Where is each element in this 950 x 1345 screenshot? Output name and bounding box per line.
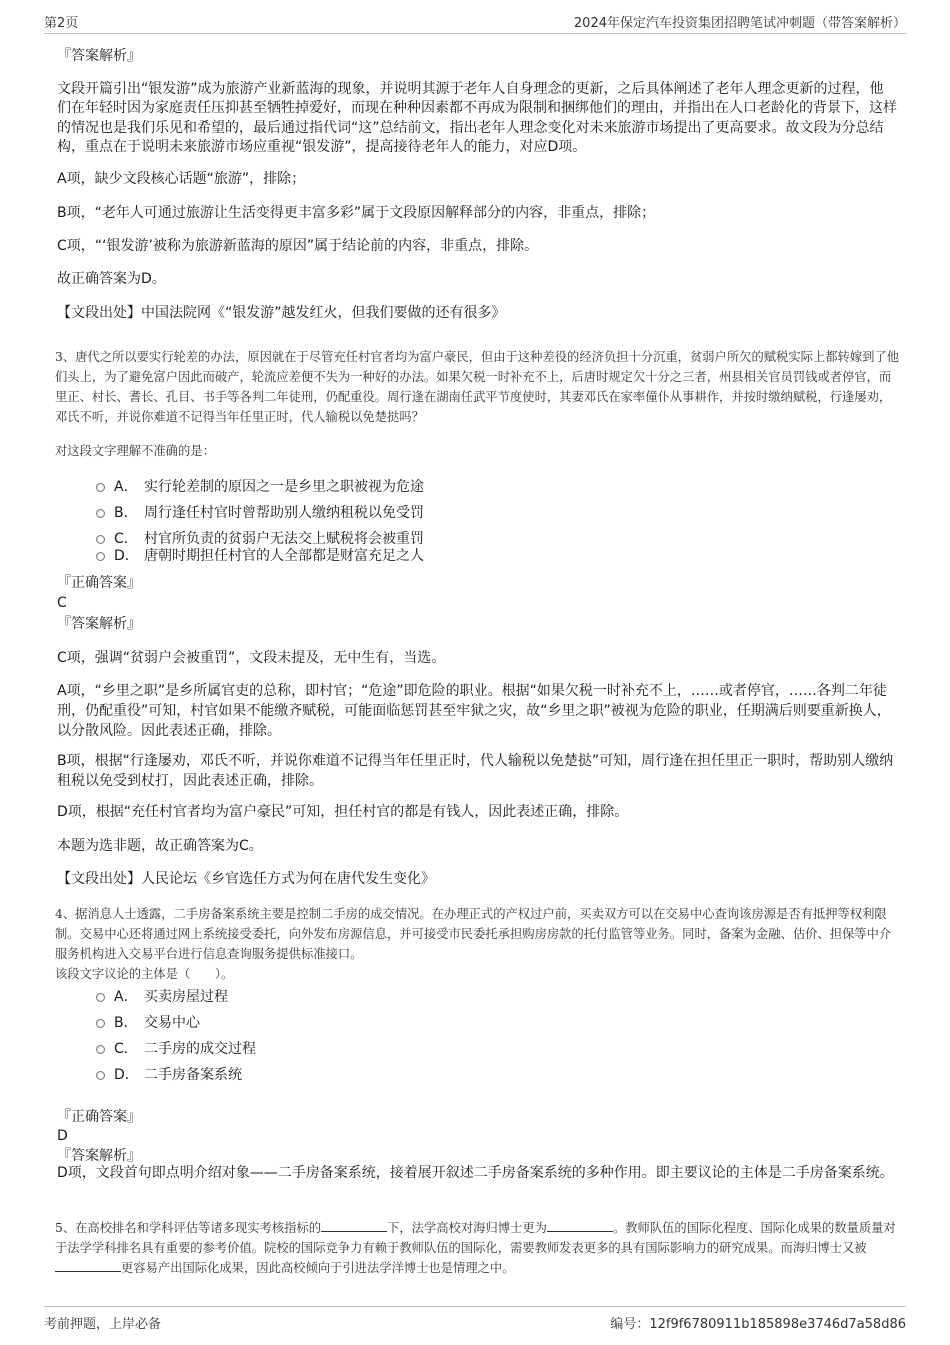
radio-icon[interactable]: [96, 552, 105, 561]
q3-option-d-analysis: D项，根据“充任村官者均为富户豪民”可知，担任村官的都是有钱人，因此表述正确，排除。: [57, 804, 629, 820]
option-text: 买卖房屋过程: [144, 989, 228, 1005]
option-text: 村官所负责的贫弱户无法交上赋税将会被重罚: [144, 531, 424, 547]
q5-part4: 更容易产出国际化成果，因此高校倾向于引进法学洋博士也是情理之中。: [121, 1261, 515, 1275]
option-letter: C．: [114, 531, 138, 547]
option-text: 二手房的成交过程: [144, 1041, 256, 1057]
q4-answer-title: 『正确答案』: [57, 1109, 141, 1125]
option-letter: A．: [114, 989, 138, 1005]
radio-icon[interactable]: [96, 1045, 105, 1054]
fill-blank-2[interactable]: [547, 1219, 613, 1232]
q4-analysis-title: 『答案解析』: [57, 1148, 141, 1164]
q2-analysis-paragraph: 文段开篇引出“银发游”成为旅游产业新蓝海的现象，并说明其源于老年人自身理念的更新，之后具体阐述了老年人理念更新的过程，他们在年轻时因为家庭责任压抑甚至牺牲掉爱好，而现在种种因素都不再成为限制和捆绑他们的理由，并指出在人口老龄化的背景下，这样的情况也是我们乐见和希望的，最后通过指代词“这”总结前文，指出老年人理念变化对未来旅游市场提出了更高要求。故文段为分总结构，重点在于说明未来旅游市场应重视“银发游”，提高接待老年人的能力，对应D项。: [57, 81, 897, 156]
q4-option-a[interactable]: [96, 987, 228, 1007]
option-letter: A．: [114, 479, 138, 495]
q3-source: 【文段出处】人民论坛《乡官选任方式为何在唐代发生变化》: [57, 871, 435, 887]
q4-prompt: 该段文字议论的主体是（ ）。: [55, 967, 234, 981]
option-text: 周行逢任村官时曾帮助别人缴纳租税以免受罚: [144, 505, 424, 521]
q3-option-b[interactable]: [96, 503, 424, 523]
q3-answer: C: [57, 595, 67, 611]
q3-option-d[interactable]: [96, 546, 424, 566]
q3-answer-title: 『正确答案』: [57, 575, 141, 591]
document-id: [610, 1313, 906, 1332]
document-id-value: 12f9f6780911b185898e3746d7a58d86: [649, 1317, 906, 1332]
q3-analysis-title: 『答案解析』: [57, 616, 141, 632]
q3-question-text: 3、唐代之所以要实行轮差的办法，原因就在于尽管充任村官者均为富户豪民，但由于这种差役的经济负担十分沉重，贫弱户所欠的赋税实际上都转嫁到了他们头上，为了避免富户因此而破产，轮流应差便不失为一种好的办法。如果欠税一时补充不上，后唐时规定欠十分之三者，州县相关官员罚钱或者停官，而里正、村长、耆长、孔目、书手等各判二年徒刑，仍配重役。周行逢在湖南任武平节度使时，其妻邓氏在家率僮仆从事耕作，并按时缴纳赋税，行逢屡劝，邓氏不听，并说你难道不记得当年任里正时，代人输税以免楚挞吗？: [55, 350, 900, 424]
radio-icon[interactable]: [96, 509, 105, 518]
q3-option-a-analysis: A项，“乡里之职”是乡所属官吏的总称，即村官；“危途”即危险的职业。根据“如果欠税一时补充不上，……或者停官，……各判二年徒刑，仍配重役”可知，村官如果不能缴齐赋税，可能面临惩罚甚至牢狱之灾，故“乡里之职”被视为危险的职业，任期满后则要重新换人，以分散风险。因此表述正确，排除。: [57, 683, 891, 739]
option-letter: B．: [114, 1015, 138, 1031]
q4-option-b[interactable]: [96, 1013, 200, 1033]
radio-icon[interactable]: [96, 483, 105, 492]
q3-prompt: 对这段文字理解不准确的是：: [55, 444, 215, 458]
q3-conclusion: 本题为选非题，故正确答案为C。: [57, 838, 263, 854]
option-letter: D．: [114, 1067, 139, 1083]
q4-question-text: 4、据消息人士透露，二手房备案系统主要是控制二手房的成交情况。在办理正式的产权过户前，买卖双方可以在交易中心查询该房源是否有抵押等权利限制。交易中心还将通过网上系统接受委托，向外发布房源信息，并可接受市民委托承担购房房款的托付监管等业务。同时，备案为金融、估价、担保等中介服务机构进入交易平台进行信息查询服务提供标准接口。: [55, 907, 892, 961]
option-text: 交易中心: [144, 1015, 200, 1031]
q4-option-c[interactable]: [96, 1039, 256, 1059]
q4-answer: D: [57, 1128, 68, 1144]
q2-conclusion: 故正确答案为D。: [57, 271, 166, 287]
q5-part1: 5、在高校排名和学科评估等诸多现实考核指标的: [55, 1221, 322, 1235]
radio-icon[interactable]: [96, 993, 105, 1002]
q2-analysis-title: 『答案解析』: [57, 48, 141, 64]
fill-blank-1[interactable]: [321, 1219, 387, 1232]
fill-blank-3[interactable]: [55, 1259, 121, 1272]
radio-icon[interactable]: [96, 1071, 105, 1080]
document-id-label: 编号：: [610, 1317, 650, 1332]
option-text: 唐朝时期担任村官的人全部都是财富充足之人: [144, 548, 424, 564]
option-letter: B．: [114, 505, 138, 521]
page-number: 第2页: [44, 16, 79, 31]
q4-analysis: D项，文段首句即点明介绍对象——二手房备案系统，接着展开叙述二手房备案系统的多种作用。即主要议论的主体是二手房备案系统。: [57, 1165, 894, 1181]
option-letter: C．: [114, 1041, 138, 1057]
header-divider: [44, 33, 906, 34]
document-title: 2024年保定汽车投资集团招聘笔试冲刺题（带答案解析）: [573, 16, 906, 31]
q2-option-c-analysis: C项，“‘银发游’被称为旅游新蓝海的原因”属于结论前的内容，非重点，排除。: [57, 238, 539, 254]
radio-icon[interactable]: [96, 1019, 105, 1028]
q3-option-a[interactable]: [96, 477, 424, 497]
option-letter: D．: [114, 548, 139, 564]
q4-option-d[interactable]: [96, 1065, 242, 1085]
q3-option-c-analysis: C项，强调“贫弱户会被重罚”，文段未提及，无中生有，当选。: [57, 650, 446, 666]
q5-part2: 下，法学高校对海归博士更为: [387, 1221, 547, 1235]
option-text: 二手房备案系统: [144, 1067, 242, 1083]
q5-part3: 。教师队伍的国际化程度、国际化成果的数量质量对于法学学科排名具有重要的参考价值。院校的国际竞争力有赖于教师队伍的国际化，需要教师发表更多的具有国际影响力的研究成果。而海归博士又被: [55, 1221, 896, 1255]
q5-question-text: [55, 1218, 900, 1278]
footer-slogan: 考前押题，上岸必备: [44, 1317, 162, 1332]
q3-option-b-analysis: B项，根据“行逢屡劝，邓氏不听，并说你难道不记得当年任里正时，代人输税以免楚挞”可知，周行逢在担任里正一职时，帮助别人缴纳租税以免受到杖打，因此表述正确，排除。: [57, 753, 894, 789]
option-text: 实行轮差制的原因之一是乡里之职被视为危途: [144, 479, 424, 495]
q2-source: 【文段出处】中国法院网《“银发游”越发红火，但我们要做的还有很多》: [57, 305, 506, 321]
q2-option-b-analysis: B项，“老年人可通过旅游让生活变得更丰富多彩”属于文段原因解释部分的内容，非重点，排除；: [57, 205, 656, 221]
radio-icon[interactable]: [96, 535, 105, 544]
footer-divider: [44, 1306, 906, 1307]
q2-option-a-analysis: A项，缺少文段核心话题“旅游”，排除；: [57, 171, 306, 187]
